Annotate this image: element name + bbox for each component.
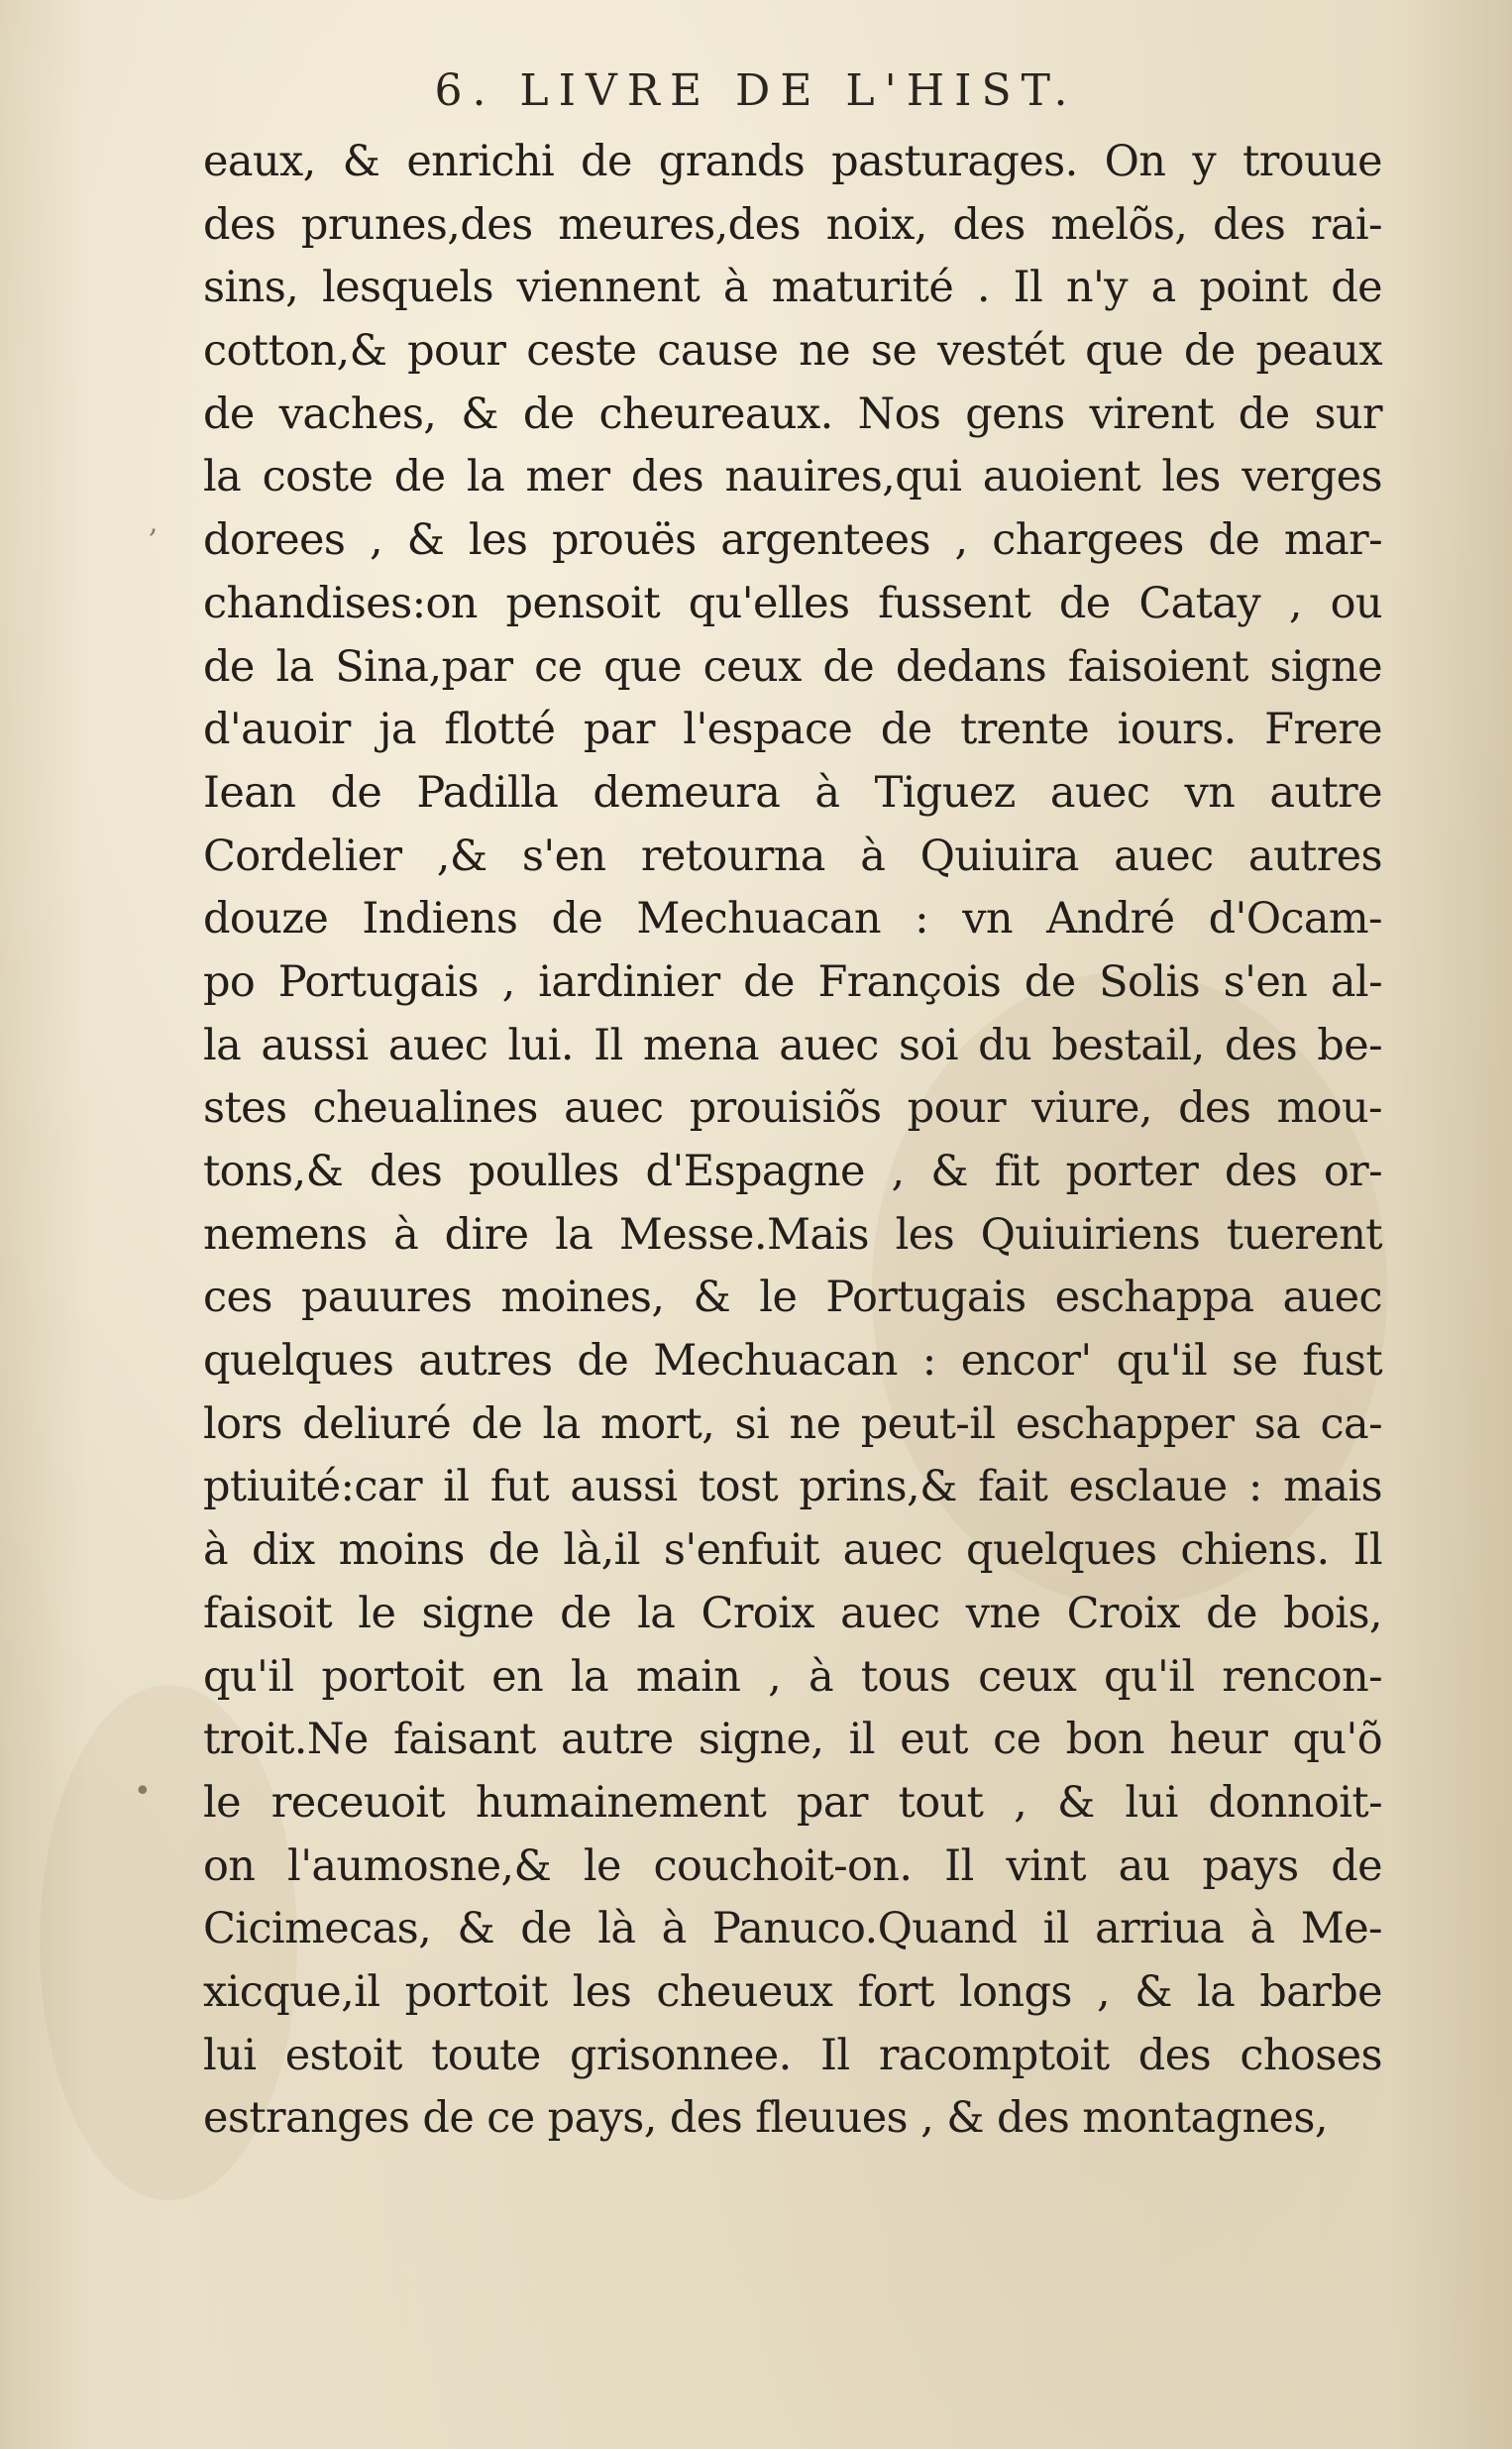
text-line: douze Indiens de Mechuacan : vn André d'Ocam-	[203, 894, 1382, 945]
text-line: d'auoir ja flotté par l'espace de trente iours. Frere	[203, 705, 1382, 755]
page-body-text	[203, 131, 1382, 2151]
text-line: le receuoit humainement par tout , & lui donnoit-	[203, 1777, 1382, 1828]
text-line: ces pauures moines, & le Portugais eschappa auec	[203, 1273, 1382, 1323]
text-line: xicque,il portoit les cheueux fort longs , & la barbe	[203, 1966, 1382, 2017]
page-header: 6. LIVRE DE L'HIST.	[434, 65, 1078, 116]
text-line: troit.Ne faisant autre signe, il eut ce bon heur qu'õ	[203, 1715, 1382, 1765]
text-line: dorees , & les prouës argentees , chargees de mar-	[203, 515, 1382, 566]
text-line: po Portugais , iardinier de François de Solis s'en al-	[203, 956, 1382, 1007]
text-line: ptiuité:car il fut aussi tost prins,& fait esclaue : mais	[203, 1462, 1382, 1512]
margin-mark: ,	[149, 505, 159, 540]
margin-mark: •	[134, 1774, 152, 1809]
text-line: Cicimecas, & de là à Panuco.Quand il arriua à Me-	[203, 1904, 1382, 1954]
text-line: de la Sina,par ce que ceux de dedans faisoient signe	[203, 641, 1382, 692]
text-line: lui estoit toute grisonnee. Il racomptoit des choses	[203, 2030, 1382, 2080]
text-line: à dix moins de là,il s'enfuit auec quelques chiens. Il	[203, 1525, 1382, 1576]
text-line: de vaches, & de cheureaux. Nos gens virent de sur	[203, 389, 1382, 439]
text-line: Cordelier ,& s'en retourna à Quiuira auec autres	[203, 831, 1382, 881]
text-line: la aussi auec lui. Il mena auec soi du bestail, des be-	[203, 1020, 1382, 1070]
text-line: stes cheualines auec prouisiõs pour viure, des mou-	[203, 1083, 1382, 1134]
text-line: des prunes,des meures,des noix, des melõs, des rai-	[203, 199, 1382, 250]
text-line: faisoit le signe de la Croix auec vne Croix de bois,	[203, 1588, 1382, 1638]
text-line: on l'aumosne,& le couchoit-on. Il vint au pays de	[203, 1840, 1382, 1891]
text-line: quelques autres de Mechuacan : encor' qu'il se fust	[203, 1336, 1382, 1387]
text-line: sins, lesquels viennent à maturité . Il n'y a point de	[203, 263, 1382, 313]
text-line: tons,& des poulles d'Espagne , & fit porter des or-	[203, 1147, 1382, 1196]
text-line: chandises:on pensoit qu'elles fussent de Catay , ou	[203, 578, 1382, 628]
text-line: cotton,& pour ceste cause ne se vestét que de peaux	[203, 326, 1382, 377]
text-line: qu'il portoit en la main , à tous ceux qu'il rencon-	[203, 1651, 1382, 1702]
text-line: nemens à dire la Messe.Mais les Quiuiriens tuerent	[203, 1209, 1382, 1260]
text-line: lors deliuré de la mort, si ne peut-il eschapper sa ca-	[203, 1398, 1382, 1449]
text-line: estranges de ce pays, des fleuues , & des montagnes,	[203, 2093, 1328, 2144]
text-line: eaux, & enrichi de grands pasturages. On y trouue	[203, 137, 1382, 186]
text-line: la coste de la mer des nauires,qui auoient les verges	[203, 452, 1382, 502]
text-line: Iean de Padilla demeura à Tiguez auec vn autre	[203, 767, 1382, 818]
